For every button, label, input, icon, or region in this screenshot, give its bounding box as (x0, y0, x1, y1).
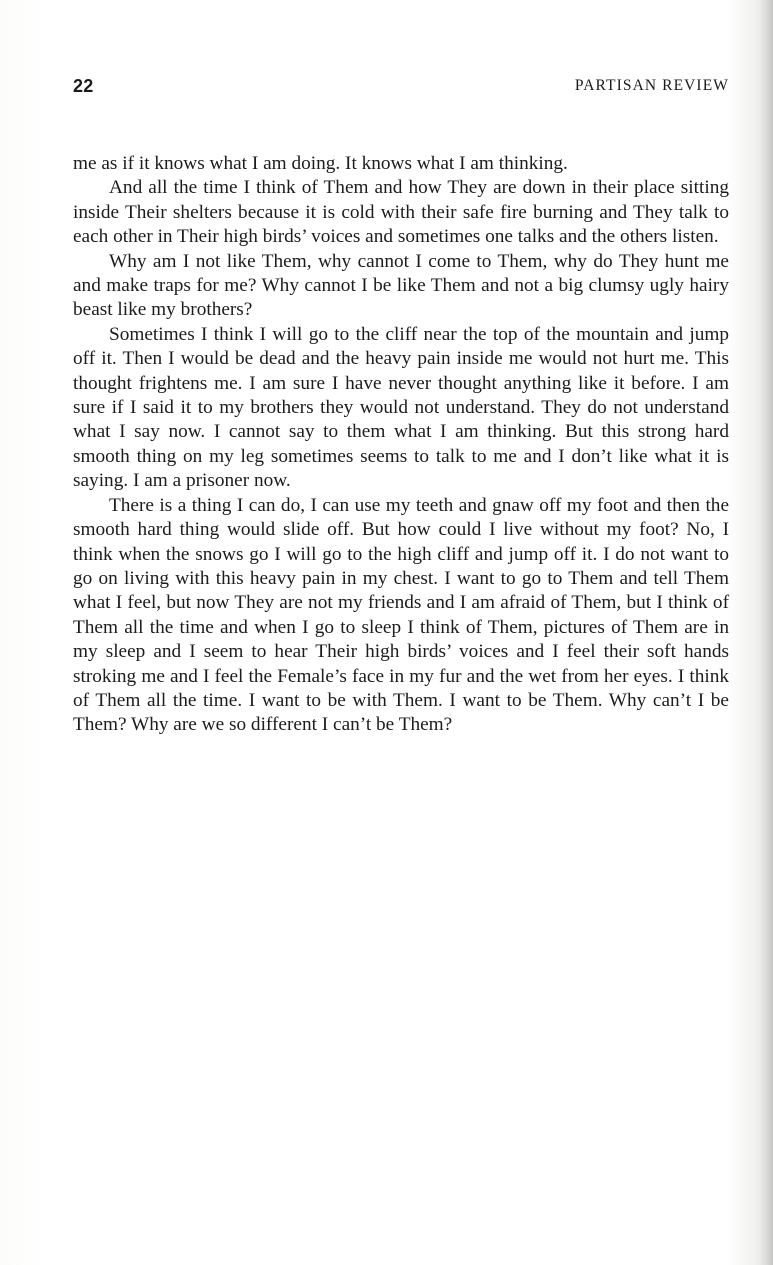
page-gutter-shadow (759, 0, 773, 1265)
journal-title: PARTISAN REVIEW (574, 77, 729, 94)
body-text (73, 152, 729, 738)
paragraph-3: Why am I not like Them, why cannot I come to Them, why do They hunt me and make traps for me? Why cannot I be like Them and not a big clumsy ugly hairy beast like my brothers? (73, 250, 729, 321)
paragraph-5: There is a thing I can do, I can use my teeth and gnaw off my foot and then the smooth hard thing would slide off. But how could I live without my foot? No, I think when the snows go I will go to the high cliff and jump off it. I do not want to go on living with this heavy pain in my chest. I want to go to Them and tell Them what I feel, but now They are not my friends and I am afraid of Them, but I think of Them all the time and when I go to sleep I think of Them, pictures of Them are in my sleep and I seem to hear Their high birds’ voices and I feel their soft hands stroking me and I feel the Female’s face in my fur and the wet from her eyes. I think of Them all the time. I want to be with Them. I want to be Them. Why can’t I be Them? Why are we so different I can’t be Them? (73, 494, 729, 736)
paragraph-2: And all the time I think of Them and how They are down in their place sitting inside Their shelters because it is cold with their safe fire burning and They talk to each other in Their high birds’ voices and sometimes one talks and the others listen. (73, 177, 729, 248)
paragraph-1: me as if it knows what I am doing. It knows what I am thinking. (73, 153, 568, 174)
paragraph-4: Sometimes I think I will go to the cliff near the top of the mountain and jump off it. Then I would be dead and the heavy pain inside me would not hurt me. This thought frightens me. I am sure I have never thought anything like it before. I am sure if I said it to my brothers they would not understand. They do not understand what I say now. I cannot say to them what I am thinking. But this strong hard smooth thing on my leg sometimes seems to talk to me and I don’t like what it is saying. I am a prisoner now. (73, 323, 729, 492)
running-header (73, 76, 729, 100)
page-number: 22 (73, 76, 94, 96)
